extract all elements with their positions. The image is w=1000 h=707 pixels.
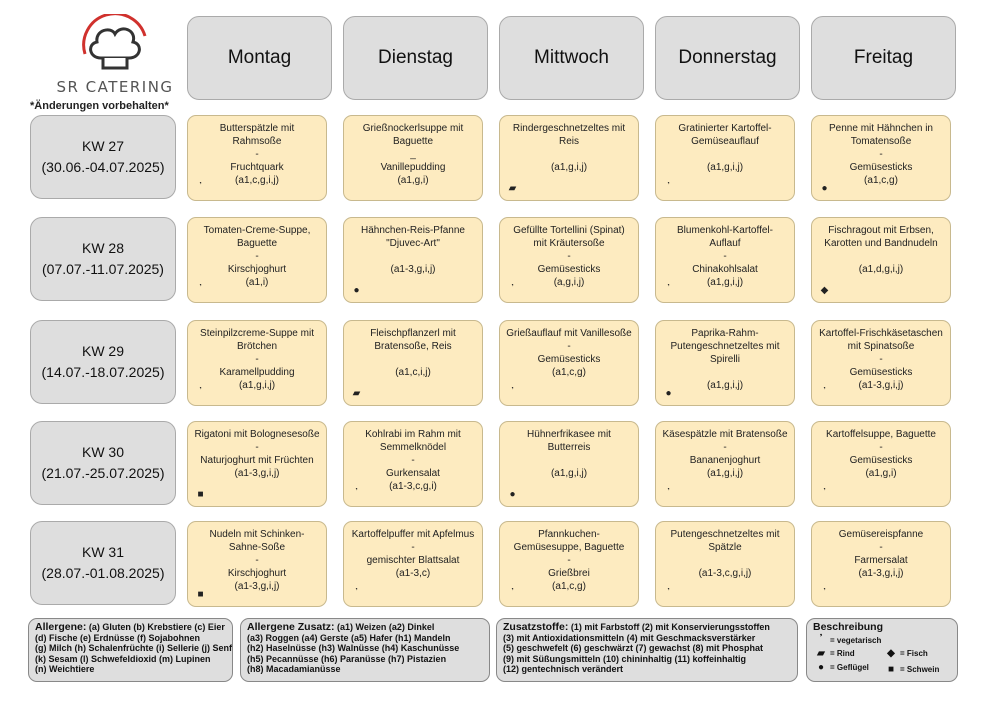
logo: [40, 14, 190, 104]
menu-line: Gemüsereispfanne: [838, 529, 924, 540]
menu-line: -: [879, 149, 883, 160]
menu-line: (a1,c,g): [864, 175, 898, 186]
legend-zusatz-line: (h8) Macadamianüsse: [247, 664, 341, 674]
menu-line: (a1,c,g): [552, 581, 586, 592]
menu-line: _: [410, 149, 416, 160]
menu-cell: [343, 421, 483, 507]
menu-cell: [499, 521, 639, 607]
legend-allergene-line-0: Allergene: (a) Gluten (b) Krebstiere (c) Eier: [35, 621, 225, 633]
menu-line: Chinakohlsalat: [692, 264, 758, 275]
legend-beschreibung-title: Beschreibung: [813, 621, 884, 633]
menu-line: (a1,d,g,i,j): [858, 264, 904, 275]
legend-fisch: ◆ = Fisch: [885, 649, 928, 660]
menu-cell: [499, 115, 639, 201]
menu-cell: [343, 320, 483, 406]
week-label: [30, 115, 176, 199]
menu-line: -: [567, 555, 571, 566]
menu-line: (a1,g,i,j): [550, 162, 588, 173]
legend-zusatz-title: Allergene Zusatz:: [247, 621, 335, 633]
legend-beschreibung: [806, 618, 958, 682]
menu-line: (a1-3,g,i,j): [234, 581, 280, 592]
menu-line: -: [879, 354, 883, 365]
day-header-dienstag: Dienstag: [343, 16, 488, 100]
chicken-icon: ●: [509, 489, 516, 500]
legend-zusatz-line: (h2) Haselnüsse (h3) Walnüsse (h4) Kaschunüsse: [247, 643, 460, 653]
brand-name: SR CATERING: [56, 78, 174, 96]
menu-line: (a1-3,g,i,j): [858, 380, 904, 391]
chicken-icon: ●: [665, 388, 672, 399]
vegetarian-icon: 𝄒: [667, 489, 670, 500]
vegetarian-icon: 𝄒: [199, 183, 202, 194]
menu-line: (a1,g,i,j): [238, 380, 276, 391]
menu-cell: [499, 320, 639, 406]
week-label: [30, 421, 176, 505]
chicken-icon: ●: [821, 183, 828, 194]
menu-line: (a1,g,i,j): [550, 468, 588, 479]
week-label: [30, 217, 176, 301]
menu-line: Farmersalat: [854, 555, 908, 566]
menu-cell: [343, 521, 483, 607]
legend-allergene-line: (k) Sesam (l) Schwefeldioxid (m) Lupinen: [35, 653, 211, 664]
menu-line: Grießnockerlsuppe mit Baguette: [362, 123, 464, 147]
menu-line: Vanillepudding: [380, 162, 446, 173]
vegetarian-icon: 𝄒: [820, 635, 822, 646]
week-number: KW 30: [81, 444, 124, 460]
vegetarian-icon: 𝄒: [511, 589, 514, 600]
fish-icon: ◆: [887, 648, 895, 659]
week-range: (30.06.-04.07.2025): [41, 159, 165, 175]
menu-line: (a1-3,g,i,j): [234, 468, 280, 479]
menu-cell: [187, 521, 327, 607]
menu-cell: [811, 217, 951, 303]
menu-line: (a1-3,g,i,j): [858, 568, 904, 579]
menu-line: Kartoffelsuppe, Baguette: [826, 429, 936, 440]
menu-line: Kirschjoghurt: [227, 568, 287, 579]
legend-zusatzstoffe-line: (9) mit Süßungsmitteln (10) chininhaltig (11) koffeinhaltig: [503, 653, 747, 664]
legend-zusatzstoffe-title: Zusatzstoffe:: [503, 621, 569, 633]
menu-line: [506, 454, 632, 467]
menu-line: Grießauflauf mit Vanillesoße: [506, 328, 632, 339]
menu-line: -: [879, 442, 883, 453]
menu-line: Gemüsesticks: [849, 455, 913, 466]
legend-allergene-line: (g) Milch (h) Schalenfrüchte (i) Sellerie (j) Senf: [35, 643, 233, 653]
menu-line: Gemüsesticks: [537, 264, 601, 275]
menu-line: Gemüsesticks: [849, 367, 913, 378]
menu-line: (a1-3,c,g,i): [389, 481, 437, 492]
menu-line: Gemüsesticks: [849, 162, 913, 173]
vegetarian-icon: 𝄒: [823, 489, 826, 500]
day-header-donnerstag: Donnerstag: [655, 16, 800, 100]
menu-cell: [187, 217, 327, 303]
menu-line: Grießbrei: [548, 568, 590, 579]
vegetarian-icon: 𝄒: [511, 285, 514, 296]
menu-line: -: [255, 555, 259, 566]
legend-rind: ▰ = Rind: [815, 649, 855, 660]
menu-line: Kartoffel-Frischkäsetaschen mit Spinatsoße: [819, 328, 943, 352]
vegetarian-icon: 𝄒: [823, 388, 826, 399]
beef-icon: ▰: [352, 388, 361, 399]
menu-line: Penne mit Hähnchen in Tomatensoße: [829, 123, 933, 147]
menu-line: -: [567, 251, 571, 262]
menu-line: gemischter Blattsalat: [366, 555, 460, 566]
menu-line: Putengeschnetzeltes mit Spätzle: [670, 529, 780, 553]
menu-line: (a1,c,i,j): [395, 367, 431, 378]
legend-zusatz-line: (h5) Pecannüsse (h6) Paranüsse (h7) Pistazien: [247, 653, 447, 664]
menu-line: (a1,c,g): [552, 367, 586, 378]
menu-line: [662, 148, 788, 161]
chef-hat-logo: [75, 14, 155, 78]
vegetarian-icon: 𝄒: [667, 285, 670, 296]
week-number: KW 31: [81, 544, 124, 560]
legend-schwein: ■ = Schwein: [885, 665, 939, 676]
menu-line: (a1-3,g,i,j): [390, 264, 436, 275]
menu-line: (a1,g,i,j): [706, 162, 744, 173]
beef-icon: ▰: [508, 183, 517, 194]
legend-allergene-zusatz: [240, 618, 490, 682]
menu-cell: [187, 115, 327, 201]
vegetarian-icon: 𝄒: [199, 285, 202, 296]
vegetarian-icon: 𝄒: [355, 589, 358, 600]
legend-zusatzstoffe-line: (5) geschwefelt (6) geschwärzt (7) gewachst (8) mit Phosphat: [503, 643, 764, 653]
menu-line: (a1,c,g,i,j): [235, 175, 279, 186]
menu-cell: [655, 115, 795, 201]
menu-line: Fleischpflanzerl mit Bratensoße, Reis: [370, 328, 456, 352]
pork-icon: ■: [197, 489, 204, 500]
menu-line: -: [723, 442, 727, 453]
menu-line: -: [879, 542, 883, 553]
vegetarian-icon: 𝄒: [355, 489, 358, 500]
legend-zusatzstoffe: [496, 618, 798, 682]
legend-gefluegel: ● = Geflügel: [815, 663, 869, 674]
menu-line: Gemüsesticks: [537, 354, 601, 365]
legend-zusatzstoffe-line: (12) gentechnisch verändert: [503, 664, 624, 674]
day-header-montag: Montag: [187, 16, 332, 100]
menu-cell: [655, 421, 795, 507]
menu-line: [350, 250, 476, 263]
week-number: KW 28: [81, 240, 124, 256]
week-range: (14.07.-18.07.2025): [41, 364, 165, 380]
menu-cell: [811, 521, 951, 607]
legend-allergene: [28, 618, 233, 682]
menu-line: Tomaten-Creme-Suppe, Baguette: [203, 225, 311, 249]
menu-cell: [811, 115, 951, 201]
vegetarian-icon: 𝄒: [667, 183, 670, 194]
menu-line: (a1,g,i): [865, 468, 897, 479]
menu-cell: [811, 320, 951, 406]
menu-line: Paprika-Rahm-Putengeschnetzeltes mit Spirelli: [670, 328, 780, 365]
vegetarian-icon: 𝄒: [511, 388, 514, 399]
week-number: KW 27: [81, 138, 124, 154]
menu-line: Gratinierter Kartoffel-Gemüseauflauf: [678, 123, 772, 147]
menu-line: Butterspätzle mit Rahmsoße: [219, 123, 295, 147]
menu-line: -: [723, 251, 727, 262]
legend-zusatzstoffe-line-0: Zusatzstoffe: (1) mit Farbstoff (2) mit Konservierungsstoffen: [503, 621, 770, 633]
menu-line: -: [567, 341, 571, 352]
menu-cell: [655, 521, 795, 607]
menu-line: -: [255, 442, 259, 453]
legend-zusatz-line: (a3) Roggen (a4) Gerste (a5) Hafer (h1) Mandeln: [247, 632, 451, 643]
menu-cell: [499, 421, 639, 507]
chicken-icon: ●: [817, 662, 825, 673]
legend-allergene-line: (n) Weichtiere: [35, 664, 95, 674]
menu-line: Blumenkohl-Kartoffel-Auflauf: [677, 225, 773, 249]
menu-line: Kohlrabi im Rahm mit Semmelknödel: [365, 429, 461, 453]
menu-line: (a1,g,i,j): [706, 468, 744, 479]
day-header-mittwoch: Mittwoch: [499, 16, 644, 100]
menu-cell: [187, 320, 327, 406]
week-range: (07.07.-11.07.2025): [42, 261, 164, 277]
menu-cell: [655, 217, 795, 303]
vegetarian-icon: 𝄒: [823, 589, 826, 600]
menu-line: Pfannkuchen-Gemüsesuppe, Baguette: [513, 529, 625, 553]
menu-line: Rindergeschnetzeltes mit Reis: [512, 123, 626, 147]
menu-line: Gefüllte Tortellini (Spinat) mit Kräutersoße: [513, 225, 625, 249]
menu-line: -: [255, 354, 259, 365]
menu-line: [818, 250, 944, 263]
menu-line: (a1,g,i,j): [706, 380, 744, 391]
menu-line: Kirschjoghurt: [227, 264, 287, 275]
fish-icon: ◆: [820, 285, 829, 296]
menu-cell: [655, 320, 795, 406]
menu-line: (a1,g,i,j): [706, 277, 744, 288]
menu-line: [350, 353, 476, 366]
menu-line: (a1,i): [245, 277, 269, 288]
menu-line: Fischragout mit Erbsen, Karotten und Bandnudeln: [824, 225, 938, 249]
change-notice: *Änderungen vorbehalten*: [30, 100, 169, 112]
week-label: [30, 521, 176, 605]
menu-line: Gurkensalat: [386, 468, 440, 479]
menu-line: -: [255, 251, 259, 262]
chicken-icon: ●: [353, 285, 360, 296]
menu-line: [662, 366, 788, 379]
pork-icon: ■: [197, 589, 204, 600]
menu-line: Fruchtquark: [230, 162, 284, 173]
menu-line: (a,g,i,j): [553, 277, 585, 288]
menu-line: Naturjoghurt mit Früchten: [200, 455, 314, 466]
menu-line: (a1-3,c,g,i,j): [698, 568, 752, 579]
menu-line: -: [411, 455, 415, 466]
menu-line: Nudeln mit Schinken-Sahne-Soße: [209, 529, 305, 553]
menu-line: -: [411, 542, 415, 553]
menu-line: -: [255, 149, 259, 160]
menu-line: Rigatoni mit Bolognesesoße: [194, 429, 320, 440]
menu-line: Käsespätzle mit Bratensoße: [662, 429, 788, 440]
vegetarian-icon: 𝄒: [667, 589, 670, 600]
menu-cell: [343, 217, 483, 303]
menu-cell: [811, 421, 951, 507]
menu-line: Hühnerfrikasee mit Butterreis: [527, 429, 611, 453]
legend-allergene-line: (d) Fische (e) Erdnüsse (f) Sojabohnen: [35, 632, 201, 643]
menu-line: [506, 148, 632, 161]
legend-zusatzstoffe-line: (3) mit Antioxidationsmitteln (4) mit Geschmacksverstärker: [503, 632, 756, 643]
week-range: (28.07.-01.08.2025): [41, 565, 165, 581]
vegetarian-icon: 𝄒: [199, 388, 202, 399]
menu-line: Karamellpudding: [219, 367, 295, 378]
menu-line: (a1-3,c): [395, 568, 431, 579]
menu-line: [662, 554, 788, 567]
menu-line: Hähnchen-Reis-Pfanne "Djuvec-Art": [361, 225, 465, 249]
week-range: (21.07.-25.07.2025): [41, 465, 165, 481]
legend-zusatz-line-0: Allergene Zusatz: (a1) Weizen (a2) Dinkel: [247, 621, 435, 633]
week-number: KW 29: [81, 343, 124, 359]
menu-line: Kartoffelpuffer mit Apfelmus: [351, 529, 475, 540]
pork-icon: ■: [887, 664, 895, 675]
legend-vegetarisch: 𝄒 = vegetarisch: [815, 636, 881, 647]
menu-cell: [499, 217, 639, 303]
legend-allergene-title: Allergene:: [35, 621, 87, 633]
menu-cell: [343, 115, 483, 201]
day-header-freitag: Freitag: [811, 16, 956, 100]
menu-cell: [187, 421, 327, 507]
beef-icon: ▰: [817, 648, 825, 659]
menu-line: Bananenjoghurt: [689, 455, 761, 466]
menu-line: Steinpilzcreme-Suppe mit Brötchen: [200, 328, 314, 352]
week-label: [30, 320, 176, 404]
menu-line: (a1,g,i): [397, 175, 429, 186]
